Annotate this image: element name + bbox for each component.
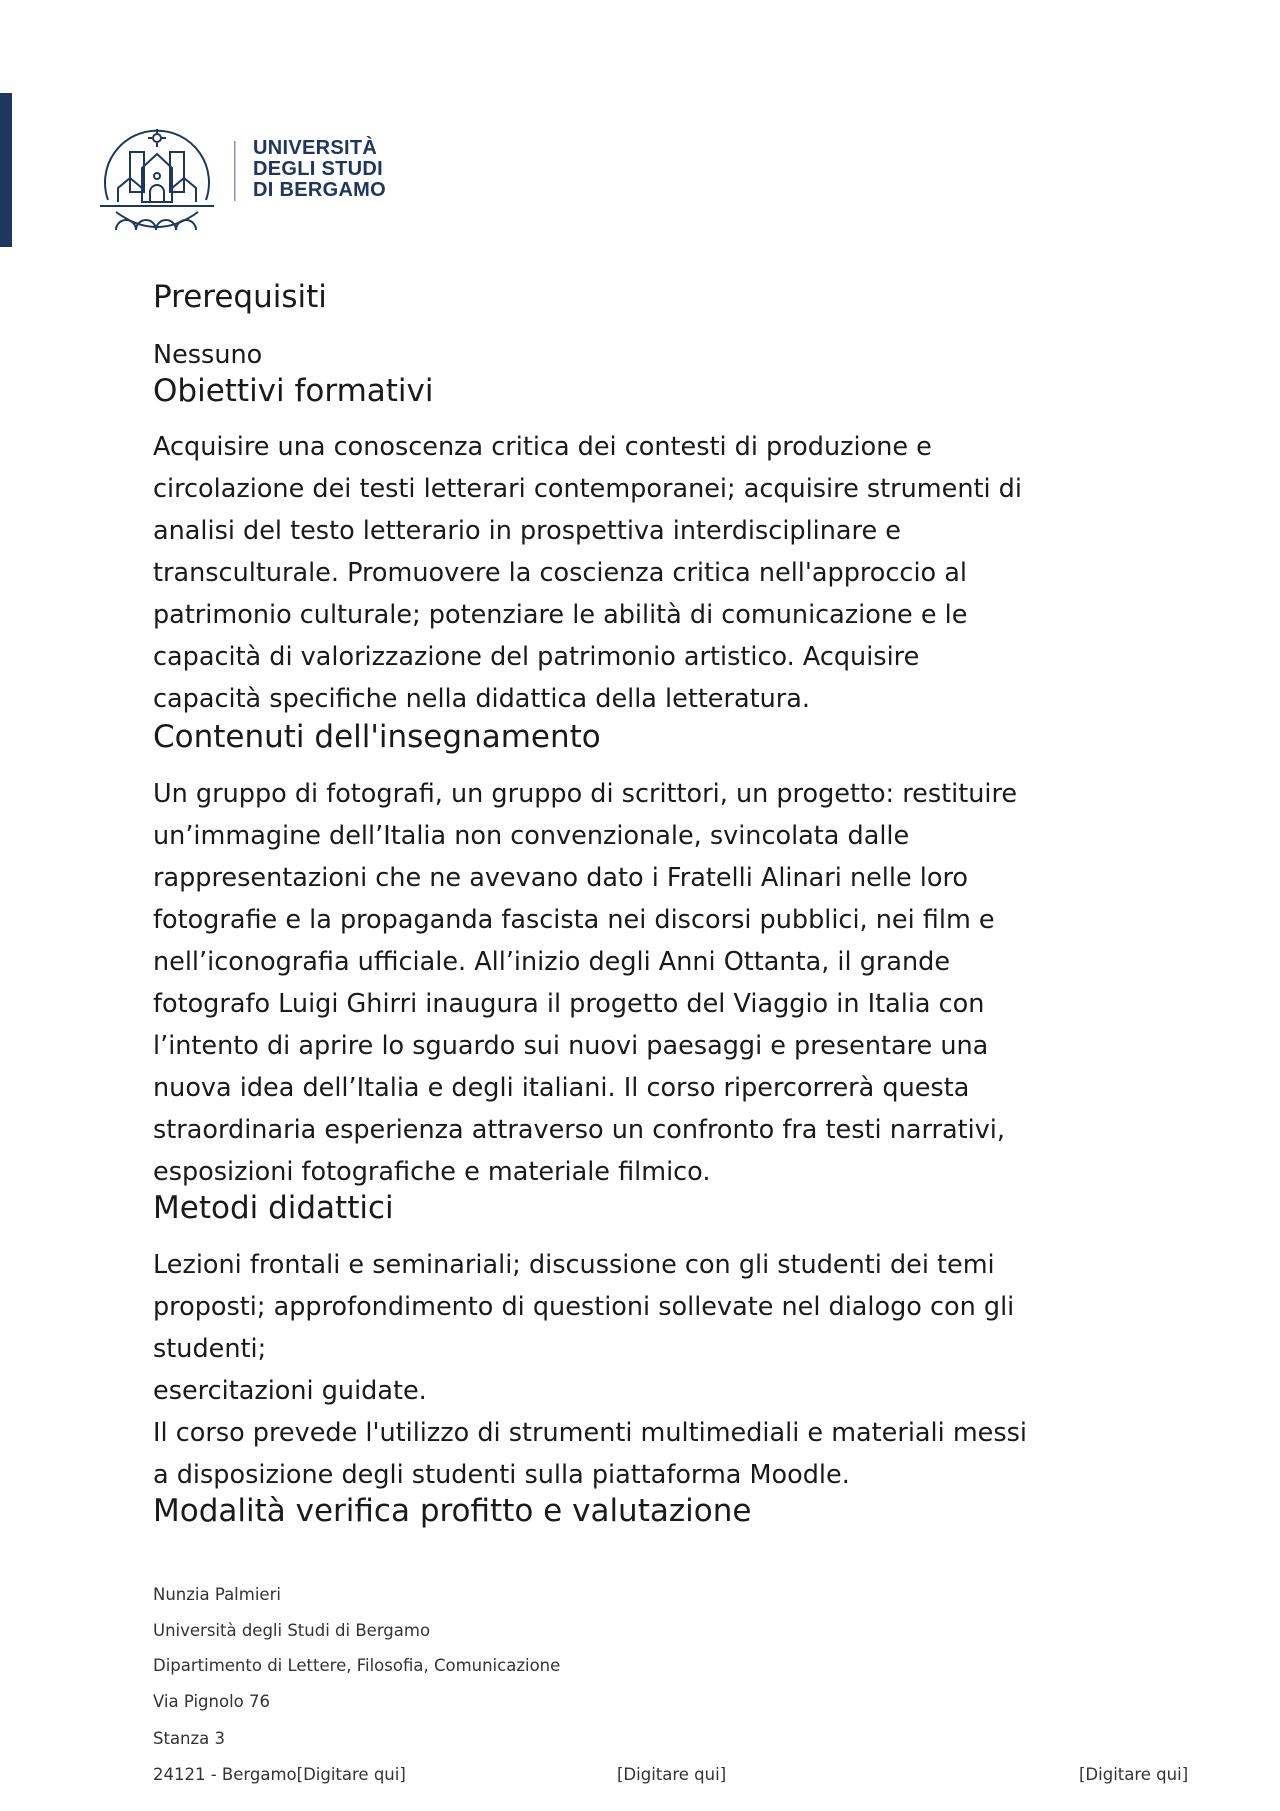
university-name-line: DEGLI STUDI [253, 158, 383, 180]
text-line: analisi del testo letterario in prospettiva interdisciplinare e [153, 516, 901, 546]
heading-metodi: Metodi didattici [153, 1190, 394, 1226]
text-line: fotografo Luigi Ghirri inaugura il progetto del Viaggio in Italia con [153, 989, 985, 1019]
footer-university: Università degli Studi di Bergamo [153, 1621, 431, 1640]
text-line: nell’iconografia ufficiale. All’inizio degli Anni Ottanta, il grande [153, 947, 951, 977]
paragraph-contenuti [153, 773, 1017, 1193]
text-line: a disposizione degli studenti sulla piattaforma Moodle. [153, 1460, 850, 1490]
text-line: studenti; [153, 1334, 267, 1364]
paragraph-prerequisiti [153, 334, 262, 376]
footer-street: Via Pignolo 76 [153, 1692, 270, 1711]
accent-bar [0, 93, 12, 247]
footer-department: Dipartimento di Lettere, Filosofia, Comunicazione [153, 1656, 561, 1675]
text-line: Acquisire una conoscenza critica dei contesti di produzione e [153, 432, 932, 462]
heading-contenuti: Contenuti dell'insegnamento [153, 719, 601, 755]
text-line: proposti; approfondimento di questioni sollevate nel dialogo con gli [153, 1292, 1015, 1322]
text-line: capacità di valorizzazione del patrimonio artistico. Acquisire [153, 642, 920, 672]
text-line: Il corso prevede l'utilizzo di strumenti multimediali e materiali messi [153, 1418, 1028, 1448]
paragraph-metodi [153, 1244, 1027, 1496]
text-line: Un gruppo di fotografi, un gruppo di scrittori, un progetto: restituire [153, 779, 1018, 809]
text-line: fotografie e la propaganda fascista nei discorsi pubblici, nei film e [153, 905, 995, 935]
heading-prerequisiti: Prerequisiti [153, 279, 327, 315]
heading-modalita: Modalità verifica profitto e valutazione [153, 1493, 752, 1529]
text-line: circolazione dei testi letterari contemporanei; acquisire strumenti di [153, 474, 1022, 504]
text-line: rappresentazioni che ne avevano dato i Fratelli Alinari nelle loro [153, 863, 968, 893]
footer-placeholder-right[interactable]: [Digitare qui] [1079, 1765, 1189, 1784]
footer-address: 24121 - Bergamo[Digitare qui] [153, 1765, 406, 1784]
footer-room: Stanza 3 [153, 1729, 226, 1748]
university-name [253, 138, 386, 201]
footer-name: Nunzia Palmieri [153, 1585, 281, 1604]
heading-obiettivi: Obiettivi formativi [153, 373, 434, 409]
text-line: nuova idea dell’Italia e degli italiani. Il corso ripercorrerà questa [153, 1073, 970, 1103]
text-line: patrimonio culturale; potenziare le abilità di comunicazione e le [153, 600, 968, 630]
paragraph-obiettivi [153, 426, 1022, 720]
footer-placeholder-center[interactable]: [Digitare qui] [617, 1765, 727, 1784]
text-line: Nessuno [153, 340, 263, 370]
university-name-line: UNIVERSITÀ [253, 137, 378, 159]
text-line: capacità specifiche nella didattica della letteratura. [153, 684, 810, 714]
text-line: transculturale. Promuovere la coscienza critica nell'approccio al [153, 558, 967, 588]
text-line: straordinaria esperienza attraverso un confronto fra testi narrativi, [153, 1115, 1005, 1145]
text-line: l’intento di aprire lo sguardo sui nuovi paesaggi e presentare una [153, 1031, 989, 1061]
university-name-line: DI BERGAMO [253, 179, 386, 201]
text-line: un’immagine dell’Italia non convenzionale, svincolata dalle [153, 821, 910, 851]
text-line: esposizioni fotografiche e materiale filmico. [153, 1157, 711, 1187]
text-line: Lezioni frontali e seminariali; discussione con gli studenti dei temi [153, 1250, 995, 1280]
text-line: esercitazioni guidate. [153, 1376, 427, 1406]
